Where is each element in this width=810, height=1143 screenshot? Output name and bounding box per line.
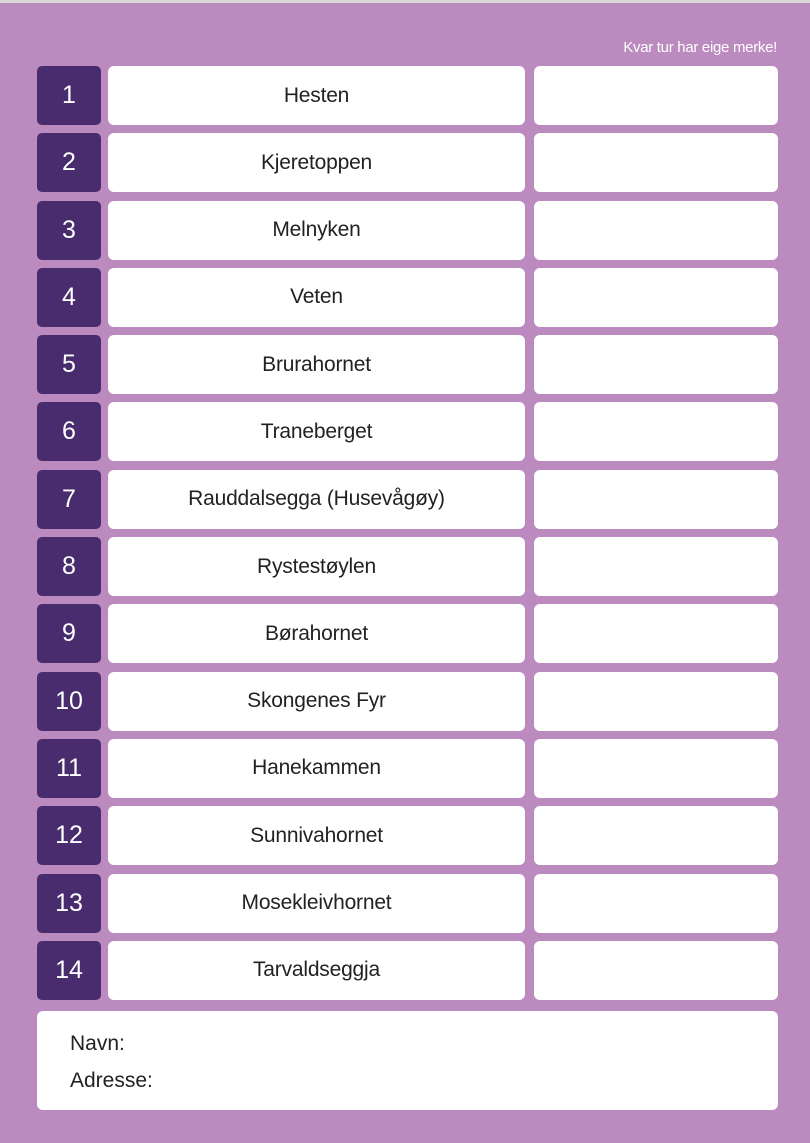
peak-number: 3 bbox=[37, 201, 101, 260]
peak-number: 10 bbox=[37, 672, 101, 731]
peak-number: 1 bbox=[37, 66, 101, 125]
peak-number: 5 bbox=[37, 335, 101, 394]
stamp-field[interactable] bbox=[534, 806, 778, 865]
stamp-field[interactable] bbox=[534, 66, 778, 125]
peak-number: 13 bbox=[37, 874, 101, 933]
peak-row-3 bbox=[37, 201, 778, 260]
name-label: Navn: bbox=[70, 1032, 125, 1055]
stamp-field[interactable] bbox=[534, 133, 778, 192]
peak-name: Kjeretoppen bbox=[108, 133, 525, 192]
peak-row-7 bbox=[37, 470, 778, 529]
peak-number: 2 bbox=[37, 133, 101, 192]
peak-name: Melnyken bbox=[108, 201, 525, 260]
peak-name: Skongenes Fyr bbox=[108, 672, 525, 731]
peak-number: 8 bbox=[37, 537, 101, 596]
peak-row-9 bbox=[37, 604, 778, 663]
stamp-field[interactable] bbox=[534, 672, 778, 731]
stamp-field[interactable] bbox=[534, 201, 778, 260]
peak-number: 9 bbox=[37, 604, 101, 663]
peak-name: Brurahornet bbox=[108, 335, 525, 394]
peak-row-10 bbox=[37, 672, 778, 731]
stamp-field[interactable] bbox=[534, 335, 778, 394]
peak-name: Hesten bbox=[108, 66, 525, 125]
peak-row-8 bbox=[37, 537, 778, 596]
peak-row-11 bbox=[37, 739, 778, 798]
stamp-field[interactable] bbox=[534, 470, 778, 529]
peak-name: Sunnivahornet bbox=[108, 806, 525, 865]
peak-number: 4 bbox=[37, 268, 101, 327]
page-top-edge bbox=[0, 0, 810, 3]
peak-row-5 bbox=[37, 335, 778, 394]
stamp-field[interactable] bbox=[534, 537, 778, 596]
peak-number: 6 bbox=[37, 402, 101, 461]
stamp-field[interactable] bbox=[534, 941, 778, 1000]
peak-name: Tarvaldseggja bbox=[108, 941, 525, 1000]
peak-row-6 bbox=[37, 402, 778, 461]
peak-number: 11 bbox=[37, 739, 101, 798]
peak-name: Hanekammen bbox=[108, 739, 525, 798]
peak-row-1 bbox=[37, 66, 778, 125]
peak-row-12 bbox=[37, 806, 778, 865]
stamp-field[interactable] bbox=[534, 874, 778, 933]
peak-row-2 bbox=[37, 133, 778, 192]
peak-name: Rystestøylen bbox=[108, 537, 525, 596]
stamp-field[interactable] bbox=[534, 268, 778, 327]
peak-name: Rauddalsegga (Husevågøy) bbox=[108, 470, 525, 529]
peak-row-14 bbox=[37, 941, 778, 1000]
peak-row-4 bbox=[37, 268, 778, 327]
stamp-field[interactable] bbox=[534, 402, 778, 461]
address-label: Adresse: bbox=[70, 1069, 153, 1092]
peak-name: Børahornet bbox=[108, 604, 525, 663]
peak-number: 12 bbox=[37, 806, 101, 865]
peak-row-13 bbox=[37, 874, 778, 933]
stamp-field[interactable] bbox=[534, 604, 778, 663]
peak-number: 14 bbox=[37, 941, 101, 1000]
stamp-note: Kvar tur har eige merke! bbox=[623, 39, 777, 56]
peak-name: Mosekleivhornet bbox=[108, 874, 525, 933]
contact-info-box[interactable] bbox=[37, 1011, 778, 1110]
stamp-field[interactable] bbox=[534, 739, 778, 798]
peak-number: 7 bbox=[37, 470, 101, 529]
peak-list bbox=[37, 66, 778, 1008]
peak-name: Traneberget bbox=[108, 402, 525, 461]
peak-name: Veten bbox=[108, 268, 525, 327]
